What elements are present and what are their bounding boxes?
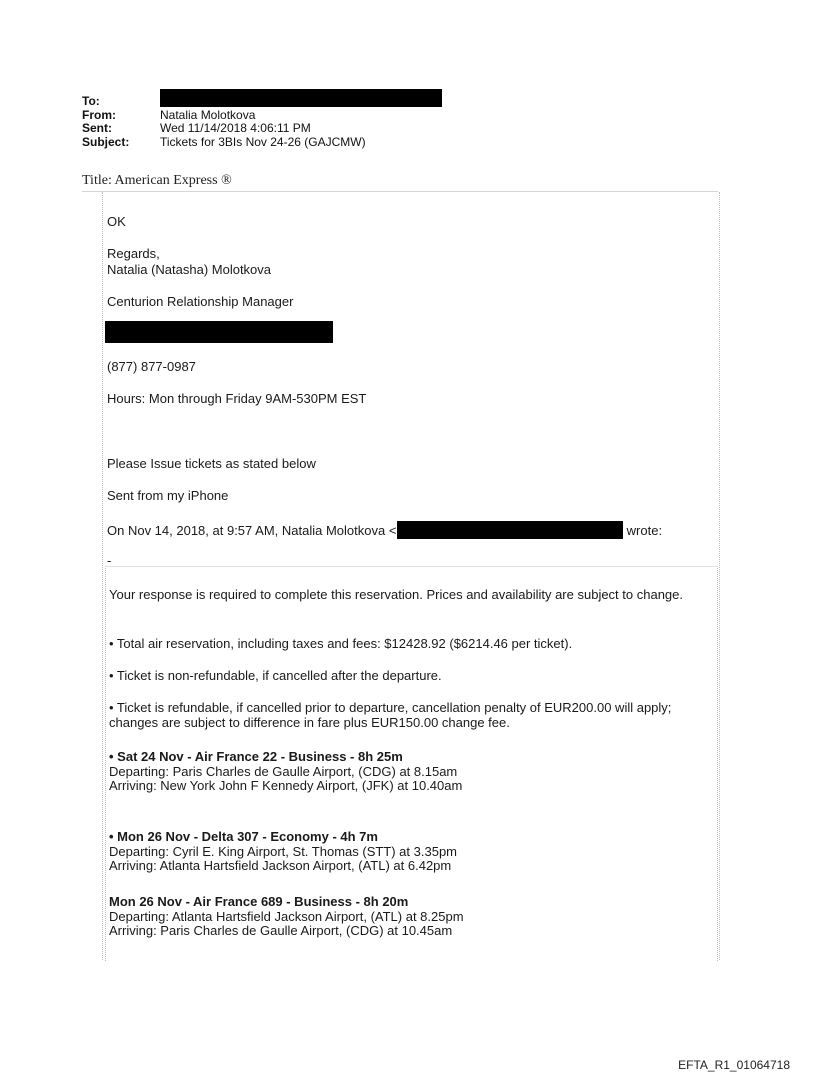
issue-request: Please Issue tickets as stated below: [107, 456, 316, 471]
flight-arriving: Arriving: Paris Charles de Gaulle Airport, (CDG) at 10.45am: [109, 923, 453, 938]
sent-value: Wed 11/14/2018 4:06:11 PM: [160, 121, 311, 135]
flight-segment: [109, 895, 699, 939]
to-row: [82, 95, 442, 109]
flight-arriving: Arriving: New York John F Kennedy Airport, (JFK) at 10.40am: [109, 778, 463, 793]
redacted-contact: [105, 321, 333, 343]
from-row: [82, 109, 442, 123]
signer-name: Natalia (Natasha) Molotkova: [107, 262, 272, 277]
sent-row: [82, 122, 442, 136]
dash-separator: -: [107, 553, 112, 568]
sent-from-iphone: Sent from my iPhone: [107, 488, 229, 503]
bullet-non-refundable: • Ticket is non-refundable, if cancelled after the departure.: [109, 668, 442, 683]
office-hours: Hours: Mon through Friday 9AM-530PM EST: [107, 391, 367, 406]
to-label: To:: [82, 94, 100, 108]
flight-departing: Departing: Paris Charles de Gaulle Airport, (CDG) at 8.15am: [109, 763, 458, 779]
redacted-email: [397, 521, 623, 539]
bullet-total-price: • Total air reservation, including taxes and fees: $12428.92 ($6214.46 per ticket).: [109, 636, 573, 651]
reply-ok: OK: [107, 214, 126, 229]
flight-segment: [109, 750, 699, 794]
subject-value: Tickets for 3BIs Nov 24-26 (GAJCMW): [160, 134, 366, 149]
wrote-suffix: wrote:: [626, 523, 663, 538]
sent-label: Sent:: [82, 121, 112, 135]
flight-title: Mon 26 Nov - Air France 689 - Business - 8h 20m: [109, 894, 409, 909]
flight-title: • Mon 26 Nov - Delta 307 - Economy - 4h 7m: [109, 829, 378, 844]
flight-segment: [109, 830, 699, 874]
document-id: EFTA_R1_01064718: [678, 1058, 790, 1072]
subject-label: Subject:: [82, 134, 130, 149]
wrote-line: [107, 521, 687, 539]
from-value: Natalia Molotkova: [160, 107, 256, 122]
subject-row: [82, 136, 442, 150]
wrote-prefix: On Nov 14, 2018, at 9:57 AM, Natalia Molotkova <: [107, 523, 397, 538]
redacted-recipient: [160, 89, 442, 107]
signer-role: Centurion Relationship Manager: [107, 294, 294, 309]
title-line: Title: American Express ®: [82, 173, 232, 188]
flight-arriving: Arriving: Atlanta Hartsfield Jackson Airport, (ATL) at 6.42pm: [109, 858, 452, 873]
flight-departing: Departing: Cyril E. King Airport, St. Thomas (STT) at 3.35pm: [109, 843, 457, 859]
regards: Regards,: [107, 246, 160, 261]
bullet-refundable: • Ticket is refundable, if cancelled prior to departure, cancellation penalty of EUR200.00 will apply; changes are subject to difference in fare plus EUR150.00 change fee.: [109, 700, 672, 730]
email-header: [82, 95, 442, 149]
flight-departing: Departing: Atlanta Hartsfield Jackson Airport, (ATL) at 8.25pm: [109, 908, 464, 924]
flight-title: • Sat 24 Nov - Air France 22 - Business - 8h 25m: [109, 749, 403, 764]
from-label: From:: [82, 107, 116, 122]
reservation-intro: Your response is required to complete this reservation. Prices and availability are subject to change.: [109, 587, 683, 602]
phone-number: (877) 877-0987: [107, 359, 196, 374]
